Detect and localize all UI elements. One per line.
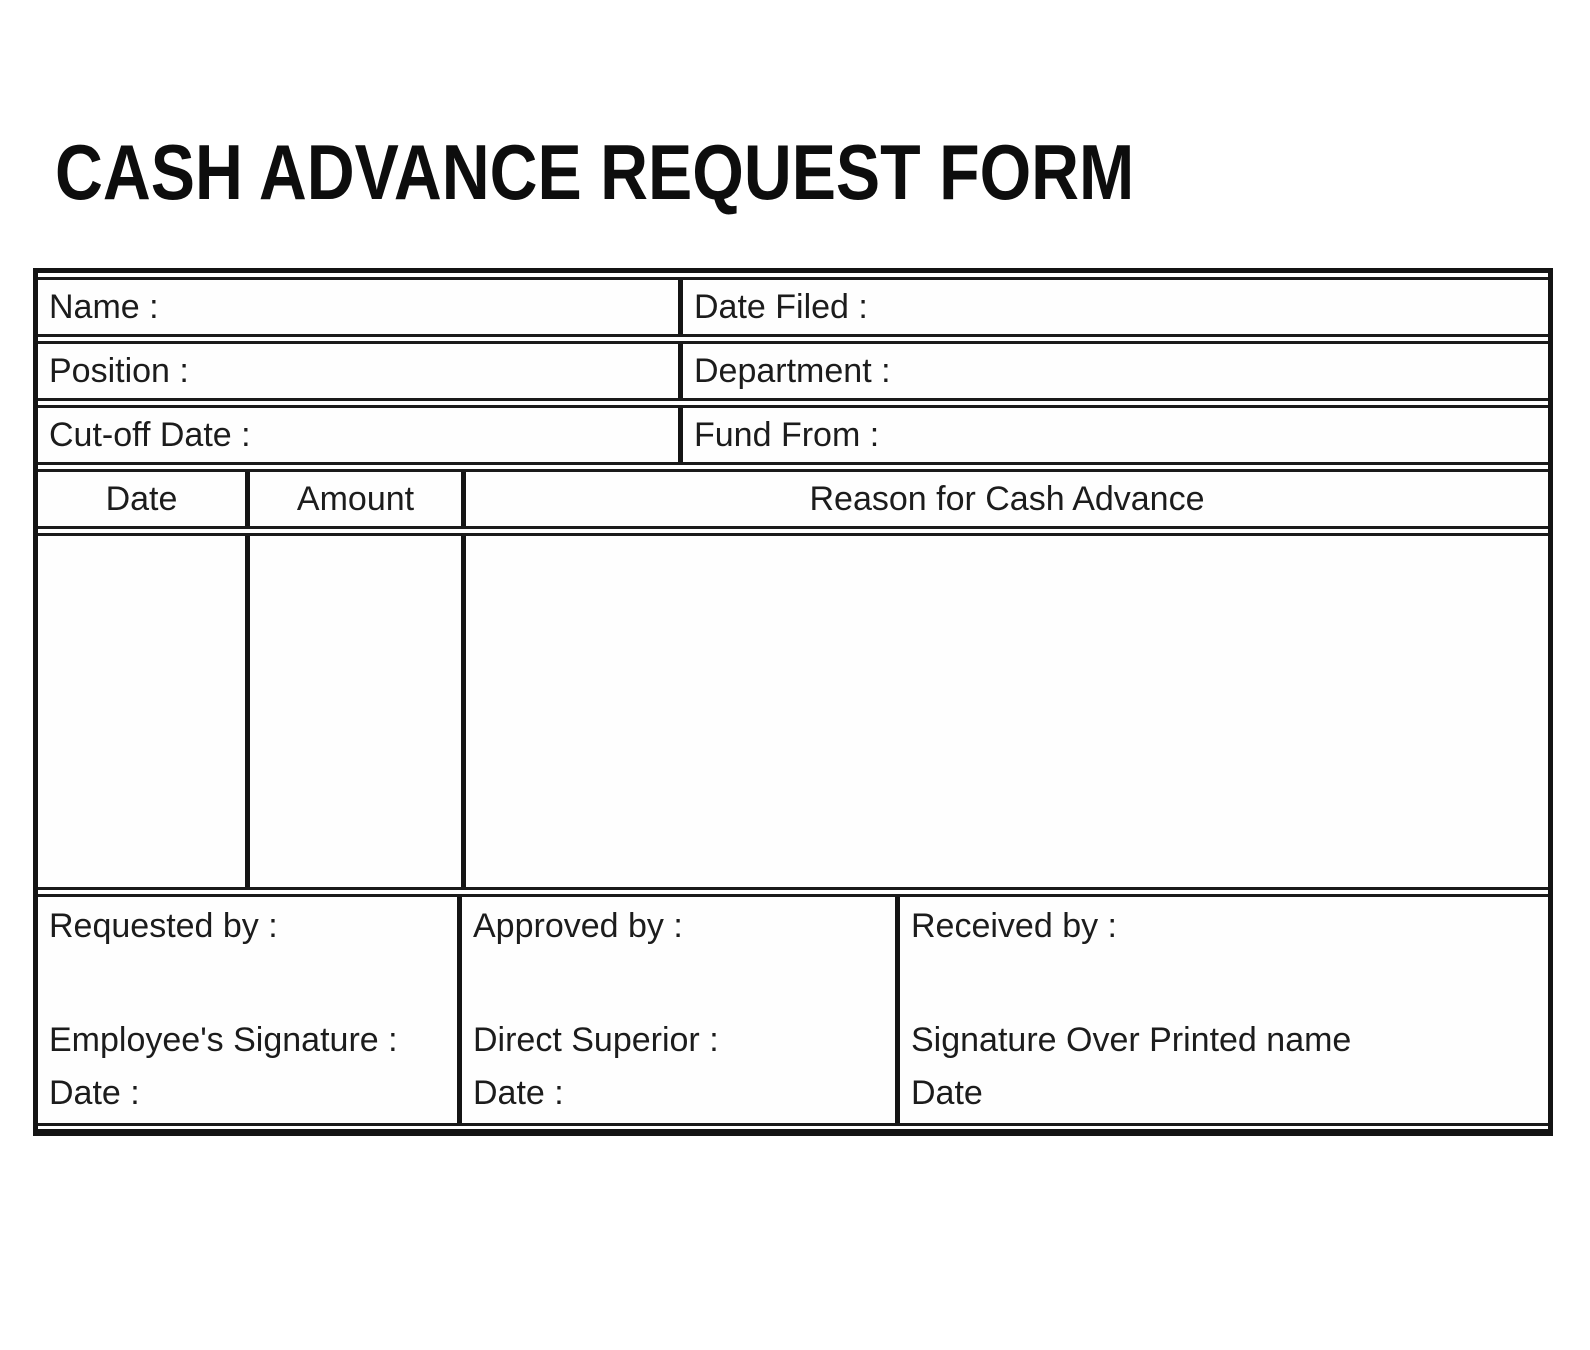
signature-block-requested xyxy=(38,897,462,1123)
requested-date-label: Date : xyxy=(49,1074,140,1112)
reason-entry-cell xyxy=(466,536,1548,887)
approved-date-label: Date : xyxy=(473,1074,564,1112)
form-title: CASH ADVANCE REQUEST FORM xyxy=(55,128,1135,216)
field-fund-from xyxy=(683,408,1548,462)
entry-table-header-row xyxy=(38,469,1548,529)
signature-block-received xyxy=(900,897,1548,1123)
direct-superior-label: Direct Superior : xyxy=(473,1021,719,1059)
info-row-position-department xyxy=(38,341,1548,401)
signature-block-approved xyxy=(462,897,900,1123)
received-by-label: Received by : xyxy=(911,907,1117,945)
approved-by-label: Approved by : xyxy=(473,907,683,945)
date-entry-cell xyxy=(38,536,250,887)
amount-column-label: Amount xyxy=(296,479,415,518)
field-department xyxy=(683,344,1548,398)
department-label: Department : xyxy=(694,351,891,390)
date-column-label: Date xyxy=(105,479,178,518)
amount-entry-cell xyxy=(250,536,466,887)
header-amount xyxy=(250,472,466,526)
received-date-label: Date xyxy=(911,1074,983,1112)
entry-table-body-row xyxy=(38,533,1548,890)
cutoff-date-label: Cut-off Date : xyxy=(49,415,251,454)
header-date xyxy=(38,472,250,526)
fund-from-label: Fund From : xyxy=(694,415,880,454)
signature-over-printed-name-label: Signature Over Printed name xyxy=(911,1021,1352,1059)
name-label: Name : xyxy=(49,287,159,326)
field-position xyxy=(38,344,683,398)
date-filed-label: Date Filed : xyxy=(694,287,868,326)
info-row-cutoff-fundfrom xyxy=(38,405,1548,465)
cash-advance-form-table xyxy=(33,268,1553,1136)
employee-signature-label: Employee's Signature : xyxy=(49,1021,398,1059)
field-name xyxy=(38,280,683,334)
field-date-filed xyxy=(683,280,1548,334)
requested-by-label: Requested by : xyxy=(49,907,278,945)
header-reason xyxy=(466,472,1548,526)
field-cutoff-date xyxy=(38,408,683,462)
info-row-name-datefiled xyxy=(38,277,1548,337)
position-label: Position : xyxy=(49,351,189,390)
signature-section-row xyxy=(38,894,1548,1126)
reason-column-label: Reason for Cash Advance xyxy=(809,479,1205,518)
